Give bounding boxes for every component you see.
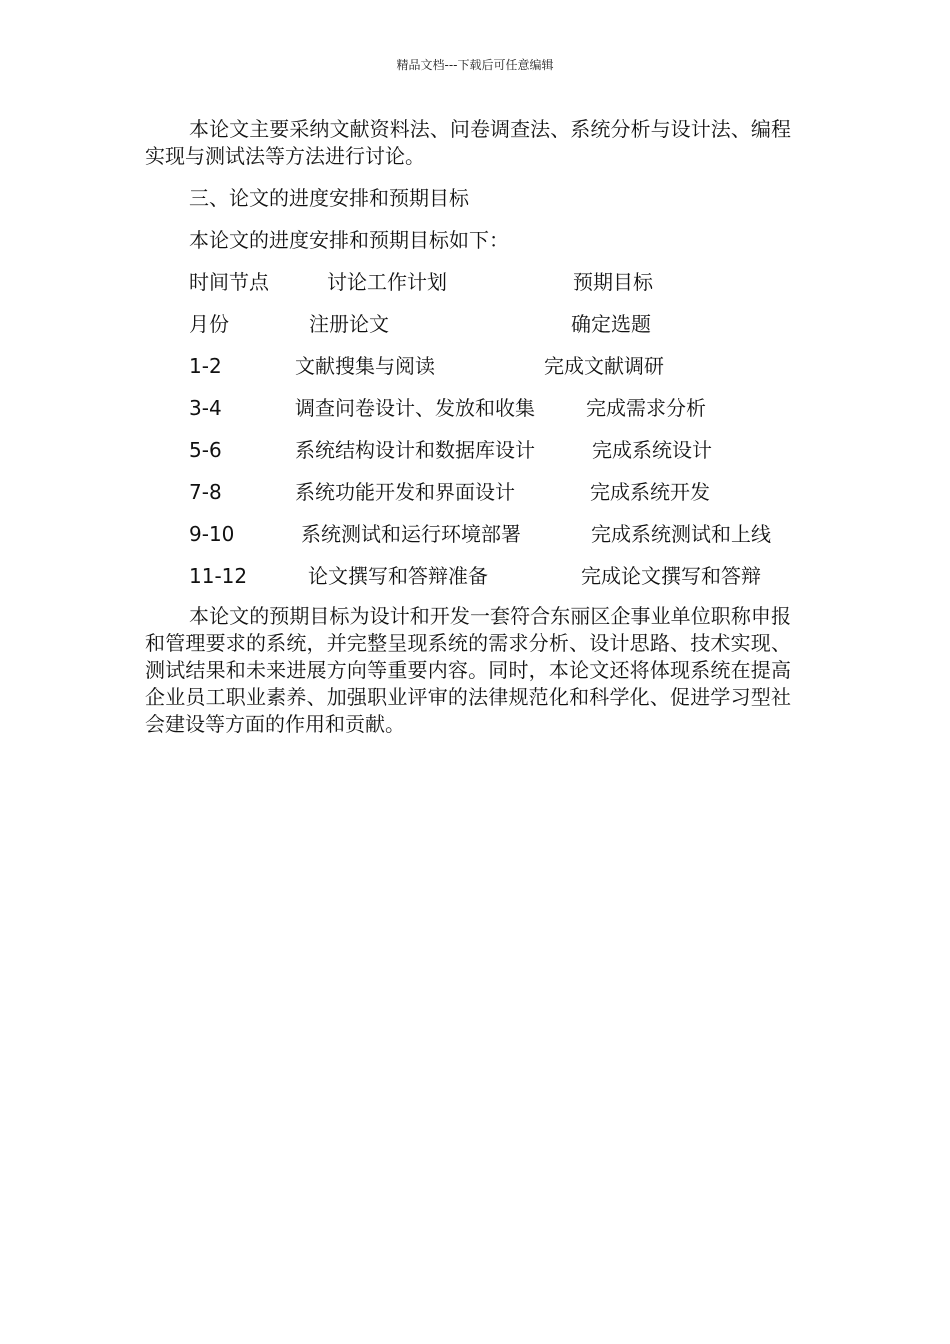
- schedule-time: 1-2: [189, 354, 222, 378]
- schedule-row: [189, 395, 789, 437]
- schedule-time: 5-6: [189, 438, 222, 462]
- schedule-time: 月份: [189, 312, 229, 336]
- schedule-plan: 系统测试和运行环境部署: [301, 522, 521, 546]
- schedule-goal: 完成文献调研: [544, 354, 664, 378]
- schedule-table: [189, 269, 789, 605]
- schedule-goal: 完成系统设计: [592, 438, 712, 462]
- schedule-lead-text: 本论文的进度安排和预期目标如下：: [189, 228, 509, 252]
- schedule-goal: 确定选题: [571, 312, 651, 336]
- schedule-plan: 系统功能开发和界面设计: [295, 480, 515, 504]
- schedule-header-goal: 预期目标: [573, 270, 653, 294]
- section-heading: 三、论文的进度安排和预期目标: [189, 186, 469, 210]
- schedule-header-row: [189, 269, 789, 311]
- schedule-plan: 文献搜集与阅读: [295, 354, 435, 378]
- schedule-time: 9-10: [189, 522, 235, 546]
- schedule-goal: 完成需求分析: [586, 396, 706, 420]
- schedule-plan: 论文撰写和答辩准备: [308, 564, 488, 588]
- intro-paragraph: 本论文主要采纳文献资料法、问卷调查法、系统分析与设计法、编程实现与测试法等方法进行讨论。: [145, 117, 791, 168]
- conclusion-paragraph: 本论文的预期目标为设计和开发一套符合东丽区企事业单位职称申报和管理要求的系统，并完整呈现系统的需求分析、设计思路、技术实现、测试结果和未来进展方向等重要内容。同时，本论文还将体现系统在提高企业员工职业素养、加强职业评审的法律规范化和科学化、促进学习型社会建设等方面的作用和贡献。: [145, 604, 791, 736]
- schedule-goal: 完成论文撰写和答辩: [581, 564, 761, 588]
- schedule-plan: 调查问卷设计、发放和收集: [295, 396, 535, 420]
- schedule-time: 11-12: [189, 564, 248, 588]
- schedule-row: [189, 479, 789, 521]
- schedule-plan: 注册论文: [309, 312, 389, 336]
- schedule-time: 7-8: [189, 480, 222, 504]
- schedule-row: [189, 311, 789, 353]
- document-body: [145, 116, 791, 736]
- schedule-goal: 完成系统开发: [590, 480, 710, 504]
- schedule-goal: 完成系统测试和上线: [591, 522, 771, 546]
- schedule-row: [189, 437, 789, 479]
- schedule-plan: 系统结构设计和数据库设计: [295, 438, 535, 462]
- schedule-row: [189, 353, 789, 395]
- schedule-time: 3-4: [189, 396, 222, 420]
- schedule-row: [189, 521, 789, 563]
- schedule-row: [189, 563, 789, 605]
- page-header: 精品文档---下载后可任意编辑: [396, 58, 554, 72]
- schedule-header-time: 时间节点: [189, 270, 269, 294]
- schedule-header-plan: 讨论工作计划: [327, 270, 447, 294]
